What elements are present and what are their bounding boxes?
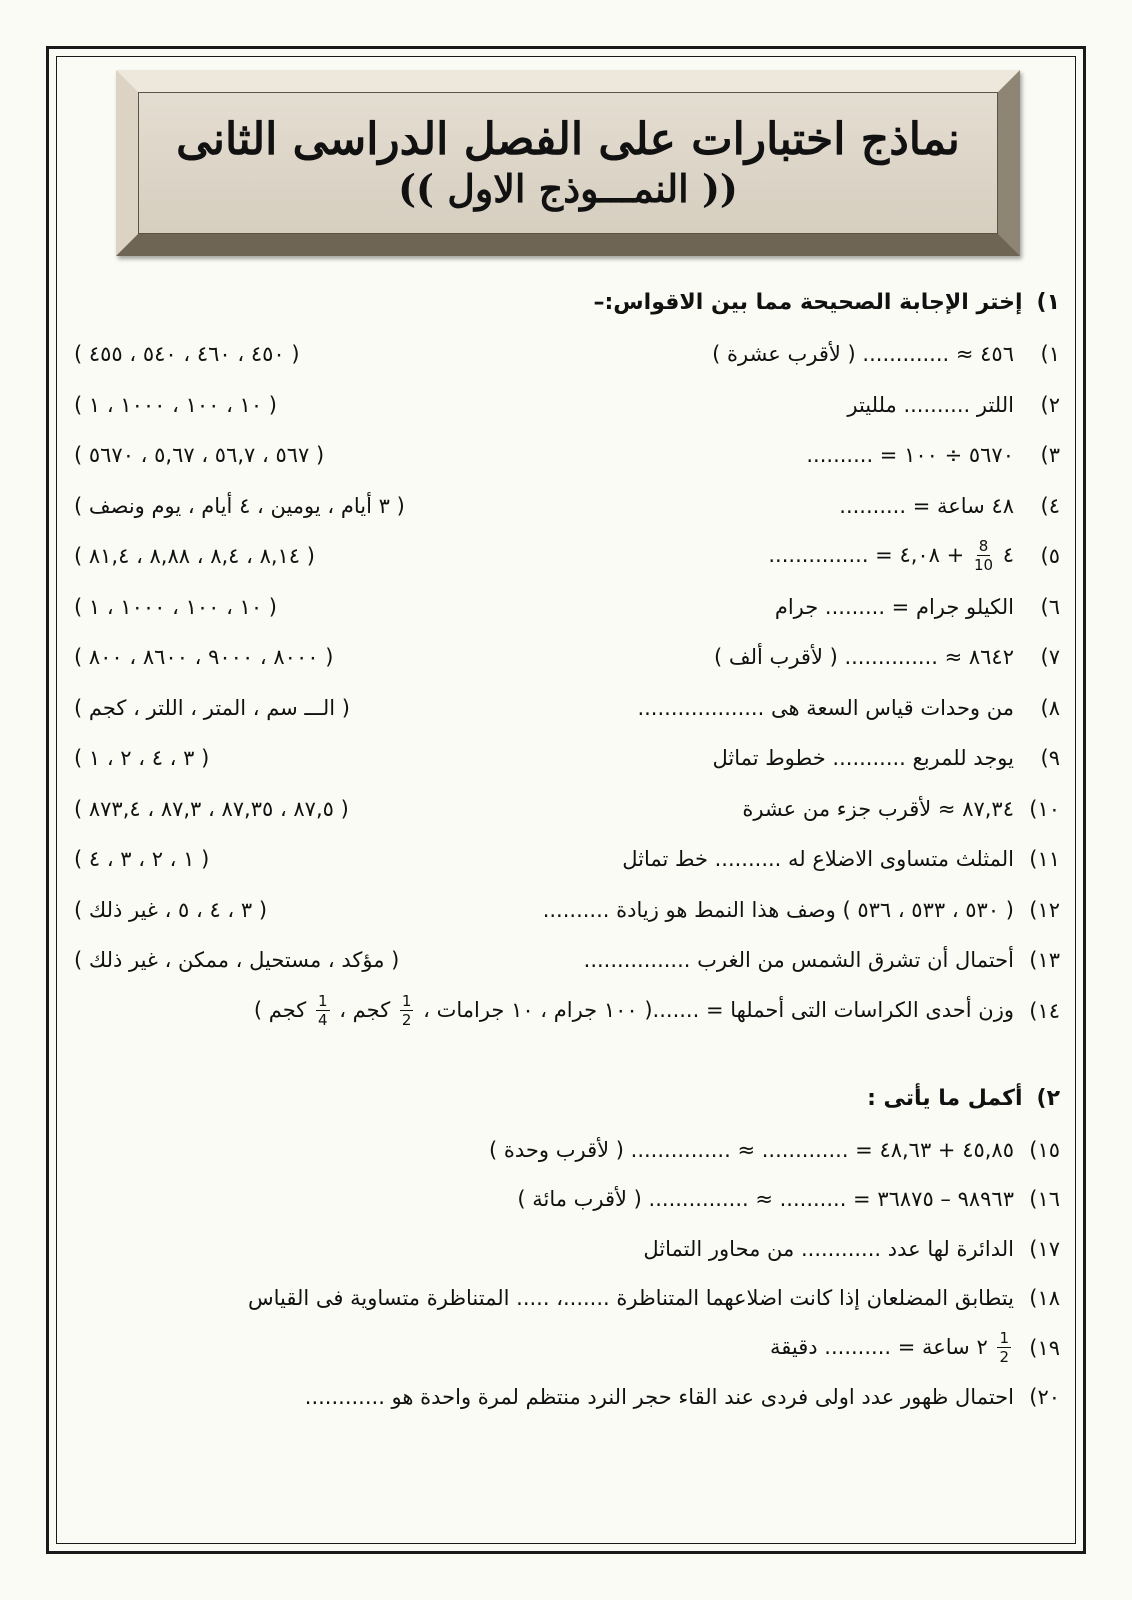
section2-list — [70, 1125, 1060, 1422]
unit-text-end: كجم ) — [253, 997, 307, 1022]
question-remainder: ساعة = .......... دقيقة — [770, 1334, 970, 1359]
question-row — [70, 582, 1060, 633]
answer-choices: ( ٥٦٧ ، ٥٦,٧ ، ٥,٦٧ ، ٥٦٧٠ ) — [74, 443, 325, 468]
section2-number: ٢) — [1036, 1086, 1060, 1111]
title-plaque — [116, 70, 1020, 256]
question-number: ٨) — [1040, 695, 1060, 720]
page-subtitle: (( النمـــوذج الاول )) — [398, 165, 738, 211]
question-number: ٣) — [1040, 443, 1060, 468]
section1-label: إختر الإجابة الصحيحة مما بين الاقواس:– — [593, 290, 1023, 315]
question-row — [70, 430, 1060, 481]
complete-row — [70, 1373, 1060, 1423]
fraction-denominator: 10 — [973, 556, 994, 575]
answer-choices: ( ١ ، ٢ ، ٣ ، ٤ ) — [74, 847, 210, 872]
question-row — [70, 834, 1060, 885]
question-number: ١٧) — [1029, 1236, 1060, 1261]
question-text: احتمال ظهور عدد اولى فردى عند القاء حجر النرد منتظم لمرة واحدة هو ............ — [304, 1385, 1014, 1410]
question-text: يوجد للمربع ........... خطوط تماثل — [712, 746, 1014, 771]
question-number: ٤) — [1040, 493, 1060, 518]
question-row — [70, 784, 1060, 835]
question-row — [70, 531, 1060, 582]
question-number: ٦) — [1040, 594, 1060, 619]
fraction-numerator: 1 — [999, 1328, 1009, 1347]
question-text — [770, 1328, 1014, 1366]
question-remainder: + ٤,٠٨ = ............... — [768, 543, 965, 568]
question-row — [70, 329, 1060, 380]
question-row — [70, 481, 1060, 532]
question-text: ( ٥٣٠ ، ٥٣٣ ، ٥٣٦ ) وصف هذا النمط هو زيادة .......... — [542, 897, 1014, 922]
question-row — [70, 632, 1060, 683]
answer-choices: ( ١٠ ، ١٠٠ ، ١٠٠٠ ، ١ ) — [74, 392, 277, 417]
unit-text: كجم ، — [339, 997, 391, 1022]
fraction-half — [400, 991, 414, 1029]
question-number: ٧) — [1040, 645, 1060, 670]
fraction — [997, 1328, 1011, 1366]
answer-choices: ( ٣ ، ٤ ، ٢ ، ١ ) — [74, 746, 210, 771]
section1-list — [70, 329, 1060, 1036]
answer-choices: ( ٨,١٤ ، ٨,٤ ، ٨,٨٨ ، ٨١,٤ ) — [74, 544, 315, 569]
fraction-denominator: 4 — [317, 1010, 328, 1029]
answer-choices: ( ١٠ ، ١٠٠ ، ١٠٠٠ ، ١ ) — [74, 594, 277, 619]
question-text: ٩٨٩٦٣ – ٣٦٨٧٥ = .......... ≈ ............... ( لأقرب مائة ) — [517, 1187, 1014, 1212]
complete-row — [70, 1125, 1060, 1175]
section2-title — [70, 1086, 1060, 1111]
fraction-denominator: 2 — [401, 1010, 412, 1029]
fraction-numerator: 1 — [401, 991, 412, 1010]
fraction-quarter — [316, 991, 330, 1029]
section2 — [70, 1086, 1060, 1422]
answer-choices: ( ٨٧,٥ ، ٨٧,٣٥ ، ٨٧,٣ ، ٨٧٣,٤ ) — [74, 796, 349, 821]
question-number: ١٢) — [1029, 897, 1060, 922]
question-number: ١٠) — [1029, 796, 1060, 821]
question-text: الكيلو جرام = ......... جرام — [774, 594, 1014, 619]
fraction-numerator: 8 — [978, 537, 989, 556]
question-row — [70, 380, 1060, 431]
question-row — [70, 935, 1060, 986]
question-text — [253, 991, 1014, 1029]
question-number: ٩) — [1040, 746, 1060, 771]
whole-part: ٤ — [1002, 543, 1014, 568]
question-number: ٢) — [1040, 392, 1060, 417]
whole-part: ٢ — [976, 1334, 988, 1359]
question-number: ١٤) — [1029, 998, 1060, 1023]
complete-row — [70, 1274, 1060, 1324]
answer-choices: ( ٤٥٠ ، ٤٦٠ ، ٥٤٠ ، ٤٥٥ ) — [74, 342, 300, 367]
complete-row — [70, 1175, 1060, 1225]
question-text: ٤٥,٨٥ + ٤٨,٦٣ = ............. ≈ ............... ( لأقرب وحدة ) — [489, 1137, 1014, 1162]
content — [70, 290, 1060, 1422]
question-number: ١٥) — [1029, 1137, 1060, 1162]
section2-label: أكمل ما يأتى : — [867, 1086, 1023, 1111]
question-row — [70, 986, 1060, 1037]
section1-title — [70, 290, 1060, 315]
question-row — [70, 683, 1060, 734]
question-text: المثلث متساوى الاضلاع له .......... خط تماثل — [622, 847, 1014, 872]
question-text: أحتمال أن تشرق الشمس من الغرب ................ — [583, 948, 1014, 973]
question-text: ٤٨ ساعة = .......... — [839, 493, 1014, 518]
question-text: ٨٦٤٢ ≈ .............. ( لأقرب ألف ) — [714, 645, 1014, 670]
question-number: ١١) — [1029, 847, 1060, 872]
complete-row — [70, 1323, 1060, 1373]
question-text: ٥٦٧٠ ÷ ١٠٠ = .......... — [806, 443, 1014, 468]
question-text: يتطابق المضلعان إذا كانت اضلاعهما المتناظرة .......، ..... المتناظرة متساوية فى القياس — [247, 1286, 1014, 1311]
question-text: اللتر .......... ملليتر — [847, 392, 1014, 417]
question-main: وزن أحدى الكراسات التى أحملها = .......( ١٠٠ جرام ، ١٠ جرامات ، — [423, 997, 1014, 1022]
answer-choices: ( مؤكد ، مستحيل ، ممكن ، غير ذلك ) — [74, 948, 400, 973]
complete-row — [70, 1224, 1060, 1274]
section1-number: ١) — [1036, 290, 1060, 315]
question-number: ٢٠) — [1029, 1385, 1060, 1410]
question-number: ١٨) — [1029, 1286, 1060, 1311]
fraction-denominator: 2 — [999, 1347, 1009, 1366]
question-text: ٨٧,٣٤ ≈ لأقرب جزء من عشرة — [742, 796, 1014, 821]
question-number: ١٩) — [1029, 1335, 1060, 1360]
answer-choices: ( ٨٠٠٠ ، ٩٠٠٠ ، ٨٦٠٠ ، ٨٠٠ ) — [74, 645, 334, 670]
answer-choices: ( الـــ سم ، المتر ، اللتر ، كجم ) — [74, 695, 350, 720]
question-number: ١٦) — [1029, 1187, 1060, 1212]
question-number: ١) — [1040, 342, 1060, 367]
question-number: ١٣) — [1029, 948, 1060, 973]
question-text: ٤٥٦ ≈ ............. ( لأقرب عشرة ) — [712, 342, 1014, 367]
question-text: الدائرة لها عدد ............ من محاور التماثل — [643, 1236, 1014, 1261]
answer-choices: ( ٣ ، ٤ ، ٥ ، غير ذلك ) — [74, 897, 268, 922]
question-row — [70, 885, 1060, 936]
question-number: ٥) — [1040, 544, 1060, 569]
fraction — [974, 539, 993, 573]
question-text: من وحدات قياس السعة هى ................... — [637, 695, 1014, 720]
answer-choices: ( ٣ أيام ، يومين ، ٤ أيام ، يوم ونصف ) — [74, 493, 405, 518]
page-title: نماذج اختبارات على الفصل الدراسى الثانى — [176, 113, 960, 165]
fraction-numerator: 1 — [317, 991, 328, 1010]
question-text — [768, 539, 1014, 573]
question-row — [70, 733, 1060, 784]
